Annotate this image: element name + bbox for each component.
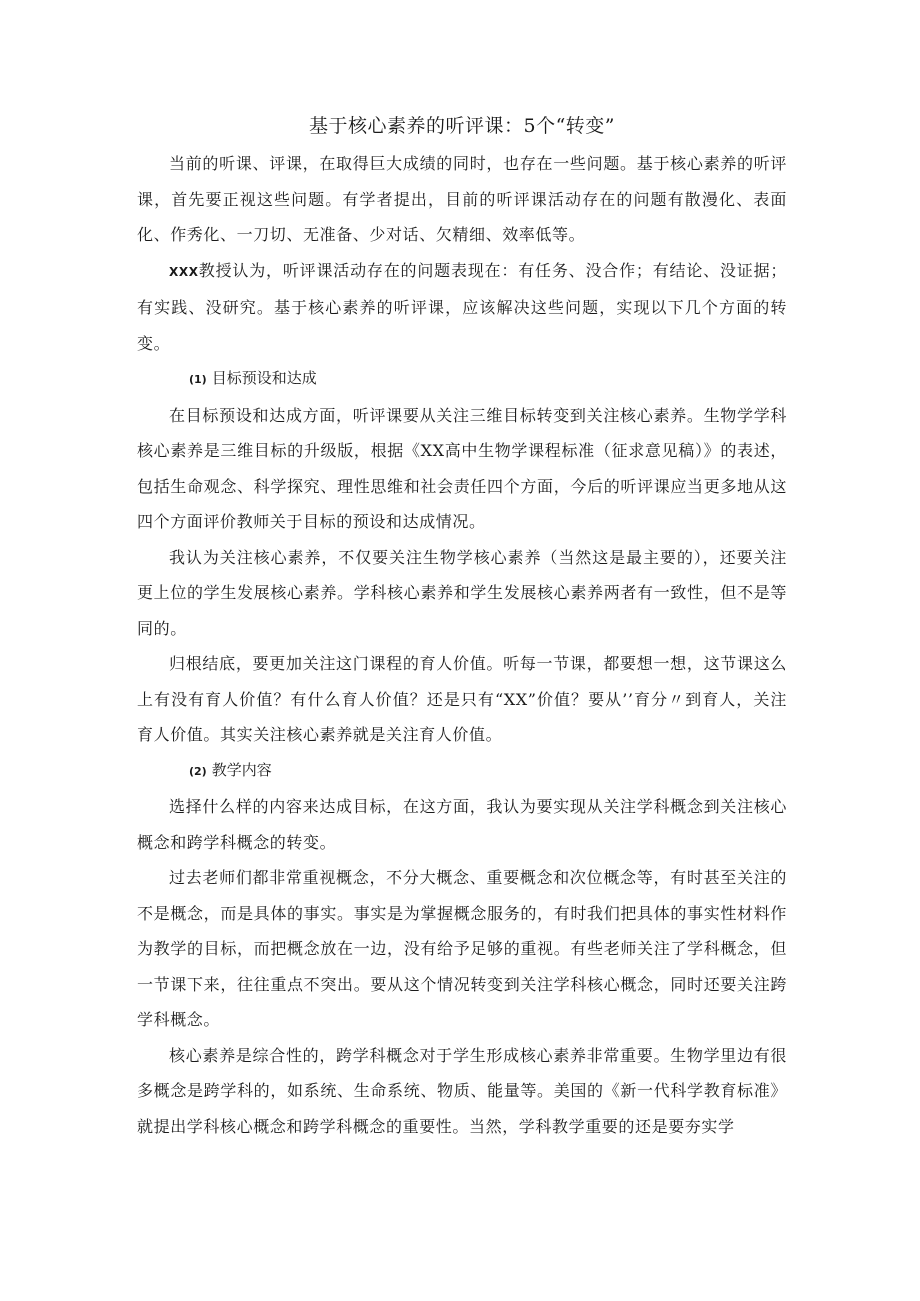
paragraph-cross-disciplinary (137, 1038, 787, 1145)
paragraph-text: 选择什么样的内容来达成目标，在这方面，我认为要实现从关注学科概念到关注核心概念和跨学科概念的转变。 (137, 797, 787, 852)
paragraph-concepts (137, 860, 787, 1038)
document-page (137, 112, 787, 1144)
section-heading-2 (137, 753, 787, 790)
paragraph-text: 归根结底，要更加关注这门课程的育人价值。听每一节课，都要想一想，这节课这么上有没有育人价值？有什么育人价值？还是只有“XX”价值？要从’’育分〃到育人，关注育人价值。其实关注核心素养就是关注育人价值。 (137, 654, 787, 744)
paragraph-text: 核心素养是综合性的，跨学科概念对于学生形成核心素养非常重要。生物学里边有很多概念是跨学科的，如系统、生命系统、物质、能量等。美国的《新一代科学教育标准》就提出学科核心概念和跨学科概念的重要性。当然，学科教学重要的还是要夯实学 (137, 1045, 787, 1136)
paragraph-educational-value (137, 646, 787, 753)
paragraph-text: 在目标预设和达成方面，听评课要从关注三维目标转变到关注核心素养。生物学学科核心素养是三维目标的升级版，根据《XX高中生物学课程标准（征求意见稿）》的表述，包括生命观念、科学探究、理性思维和社会责任四个方面，今后的听评课应当更多地从这四个方面评价教师关于目标的预设和达成情况。 (137, 405, 787, 531)
paragraph-text: 当前的听课、评课，在取得巨大成绩的同时，也存在一些问题。基于核心素养的听评课，首先要正视这些问题。有学者提出，目前的听评课活动存在的问题有散漫化、表面化、作秀化、一刀切、无准备、少对话、欠精细、效率低等。 (137, 154, 787, 244)
paragraph-content-choice (137, 789, 787, 860)
section-heading-1 (137, 361, 787, 398)
paragraph-professor-view (137, 253, 787, 362)
professor-name-placeholder: XXX (169, 264, 199, 279)
document-title: 基于核心素养的听评课：5个“转变” (308, 115, 616, 137)
section-title: 教学内容 (211, 760, 272, 779)
section-title: 目标预设和达成 (211, 369, 317, 387)
paragraph-goals (137, 398, 787, 540)
section-number: (1) (189, 373, 207, 386)
paragraph-core-literacy (137, 540, 787, 647)
paragraph-text: 教授认为，听评课活动存在的问题表现在：有任务、没合作；有结论、没证据；有实践、没研究。基于核心素养的听评课，应该解决这些问题，实现以下几个方面的转变。 (137, 260, 787, 353)
paragraph-text: 过去老师们都非常重视概念，不分大概念、重要概念和次位概念等，有时甚至关注的不是概念，而是具体的事实。事实是为掌握概念服务的，有时我们把具体的事实性材料作为教学的目标，而把概念放在一边，没有给予足够的重视。有些老师关注了学科概念，但一节课下来，往往重点不突出。要从这个情况转变到关注学科核心概念，同时还要关注跨学科概念。 (137, 868, 787, 1029)
paragraph-intro (137, 146, 787, 253)
section-number: (2) (189, 764, 207, 778)
paragraph-text: 我认为关注核心素养，不仅要关注生物学核心素养（当然这是最主要的），还要关注更上位的学生发展核心素养。学科核心素养和学生发展核心素养两者有一致性，但不是等同的。 (137, 547, 787, 638)
